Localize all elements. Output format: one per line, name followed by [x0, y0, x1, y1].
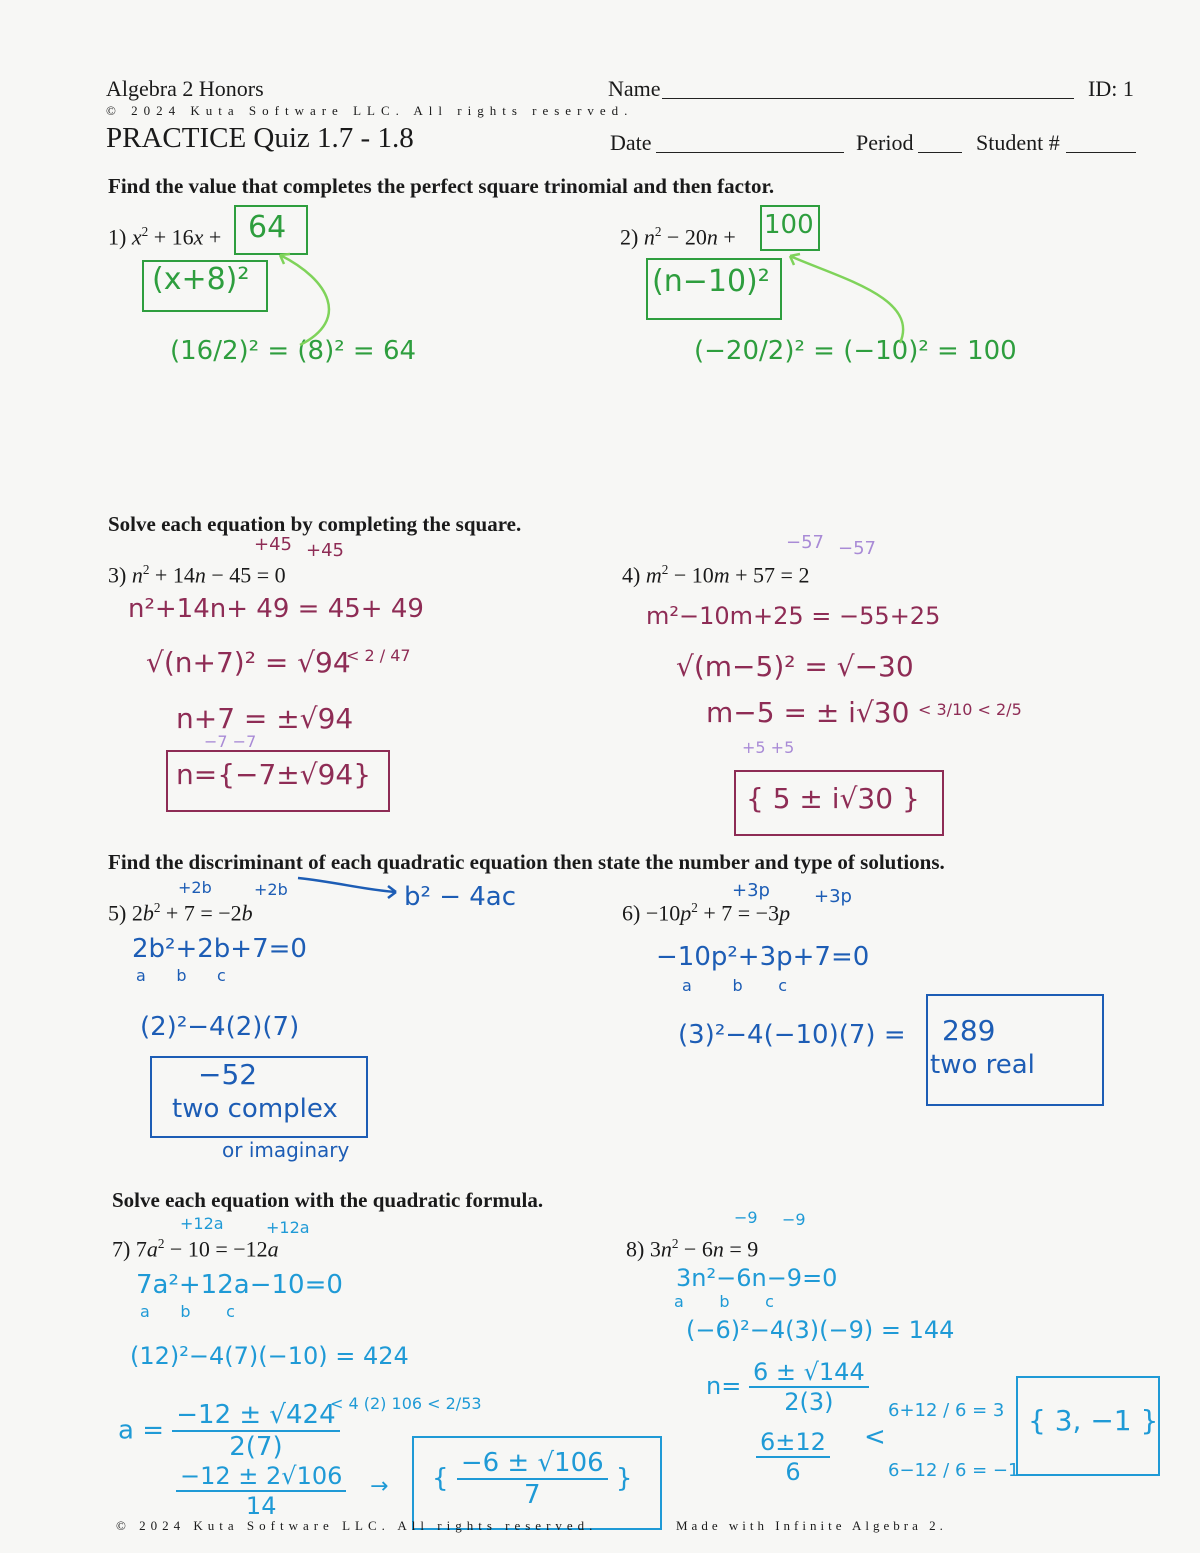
p5-line1: 2b²+2b+7=0 [132, 934, 307, 964]
p3-line3-note: −7 −7 [204, 732, 257, 751]
p7-add-left: +12a [180, 1214, 224, 1233]
p8-add-left: −9 [734, 1208, 758, 1227]
p1-work: (16/2)² = (8)² = 64 [170, 336, 417, 366]
p7-line3-den: 2(7) [229, 1432, 283, 1462]
p5-labels: a b c [136, 966, 226, 985]
name-field[interactable] [662, 98, 1074, 99]
p1-answer: 64 [248, 210, 287, 245]
p8-line1: 3n²−6n−9=0 [676, 1264, 838, 1292]
p3-answer: n={−7±√94} [176, 758, 372, 791]
p6-answer1: 289 [942, 1014, 996, 1047]
p5-add-right: +2b [254, 880, 288, 899]
problem-2: 2) $n^2 - 20n$ + [620, 224, 736, 250]
p4-line3: m−5 = ± i√30 [706, 696, 910, 729]
p4-line3-note: < 3/10 < 2/5 [918, 700, 1022, 719]
p7-line2: (12)²−4(7)(−10) = 424 [130, 1342, 409, 1370]
p7-labels: a b c [140, 1302, 235, 1321]
date-field[interactable] [656, 152, 844, 153]
name-label: Name [608, 76, 661, 101]
p2-work: (−20/2)² = (−10)² = 100 [694, 336, 1017, 366]
problem-8-number: 8) [626, 1236, 645, 1262]
p4-line2: √(m−5)² = √−30 [676, 650, 914, 683]
p4-line1: m²−10m+25 = −55+25 [646, 602, 941, 630]
p1-factored: (x+8)² [152, 262, 250, 297]
p8-answer: { 3, −1 } [1028, 1404, 1159, 1437]
p8-line3-num: 6 ± √144 [749, 1358, 869, 1388]
p3-line2-note: < 2 / 47 [346, 646, 411, 665]
p8-labels: a b c [674, 1292, 774, 1311]
problem-3: 3) $n^2 + 14n - 45 = 0$ [108, 562, 286, 588]
p7-line3-prefix: a = [118, 1415, 164, 1446]
p4-line3-add: +5 +5 [742, 738, 795, 757]
p5-formula: b² − 4ac [404, 882, 517, 912]
p7-arrow-icon: → [370, 1474, 389, 1499]
period-field[interactable] [918, 152, 962, 153]
p3-add-left: +45 [254, 534, 292, 555]
header-copyright: © 2024 Kuta Software LLC. All rights reserved. [106, 103, 634, 118]
p8-line3 [706, 1358, 869, 1416]
p7-line3-note: < 4 (2) 106 < 2/53 [330, 1394, 482, 1413]
p3-line3: n+7 = ±√94 [176, 702, 354, 735]
problem-7-number: 7) [112, 1236, 131, 1262]
date-label: Date [610, 130, 652, 155]
p7-line4-den: 14 [245, 1492, 277, 1520]
p5-line2: (2)²−4(2)(7) [140, 1012, 300, 1042]
problem-3-number: 3) [108, 562, 127, 588]
p3-add-right: +45 [306, 540, 344, 561]
footer-made-with: Made with Infinite Algebra 2. [676, 1518, 947, 1533]
p8-add-right: −9 [782, 1210, 806, 1229]
course-name: Algebra 2 Honors [106, 76, 264, 101]
p3-line2: √(n+7)² = √94 [146, 646, 351, 679]
p8-line3-prefix: n= [706, 1372, 742, 1400]
p5-answer2: two complex [172, 1094, 338, 1124]
p7-answer-den: 7 [523, 1480, 541, 1510]
footer-copyright: © 2024 Kuta Software LLC. All rights reserved. [116, 1518, 598, 1533]
p7-line3-num: −12 ± √424 [172, 1400, 339, 1432]
student-label: Student # [976, 130, 1060, 155]
p2-answer: 100 [764, 210, 814, 240]
problem-7: 7) $7a^2 - 10 = -12a$ [112, 1236, 279, 1262]
p5-add-left: +2b [178, 878, 212, 897]
problem-8: 8) $3n^2 - 6n = 9$ [626, 1236, 759, 1262]
p8-line2: (−6)²−4(3)(−9) = 144 [686, 1316, 955, 1344]
p2-factored: (n−10)² [652, 264, 770, 299]
student-field[interactable] [1066, 152, 1136, 153]
period-label: Period [856, 130, 914, 155]
problem-1: 1) $x^2 + 16x$ + [108, 224, 222, 250]
p5-arrow-icon [296, 872, 406, 902]
p8-root1: 6+12 / 6 = 3 [888, 1400, 1005, 1421]
problem-1-number: 1) [108, 224, 127, 250]
section-4-instructions: Solve each equation with the quadratic formula. [112, 1188, 544, 1212]
p7-line4 [176, 1462, 346, 1520]
p7-add-right: +12a [266, 1218, 310, 1237]
p7-answer-num: −6 ± √106 [457, 1448, 608, 1480]
p6-answer2: two real [930, 1050, 1035, 1080]
p6-line1: −10p²+3p+7=0 [656, 942, 870, 972]
p6-line2: (3)²−4(−10)(7) = [678, 1020, 906, 1050]
problem-5: 5) $2b^2 + 7 = -2b$ [108, 900, 253, 926]
p7-line4-num: −12 ± 2√106 [176, 1462, 346, 1492]
section-1-instructions: Find the value that completes the perfect square trinomial and then factor. [108, 174, 775, 198]
p7-line3 [118, 1400, 340, 1462]
problem-6-number: 6) [622, 900, 641, 926]
p7-answer: { $\frac{-6 \pm √106}{7}$ } [432, 1448, 633, 1510]
p6-add-right: +3p [814, 886, 852, 907]
p2-arrow-icon [770, 248, 920, 348]
p7-line1: 7a²+12a−10=0 [136, 1270, 343, 1300]
p6-labels: a b c [682, 976, 788, 995]
p4-add-right: −57 [838, 538, 876, 559]
p8-line4 [756, 1428, 830, 1486]
p1-arrow-icon [240, 250, 360, 350]
p5-answer1: −52 [198, 1058, 258, 1091]
section-3-instructions: Find the discriminant of each quadratic equation then state the number and type of solutions. [108, 850, 945, 874]
quiz-title: PRACTICE Quiz 1.7 - 1.8 [106, 122, 414, 154]
p4-answer: { 5 ± i√30 } [746, 782, 920, 815]
p4-add-left: −57 [786, 532, 824, 553]
p6-add-left: +3p [732, 880, 770, 901]
p8-line4-num: 6±12 [756, 1428, 830, 1458]
problem-5-number: 5) [108, 900, 127, 926]
id-label: ID: 1 [1088, 76, 1134, 101]
p8-root2: 6−12 / 6 = −1 [888, 1460, 1020, 1481]
p8-bracket-icon: < [864, 1422, 886, 1452]
p3-line1: n²+14n+ 49 = 45+ 49 [128, 594, 424, 624]
problem-6: $6) -10p^2 + 7 = -3p$ [622, 900, 791, 926]
section-2-instructions: Solve each equation by completing the square. [108, 512, 522, 536]
p5-note: or imaginary [222, 1138, 350, 1162]
problem-4-number: 4) [622, 562, 641, 588]
p8-line3-den: 2(3) [784, 1388, 834, 1416]
problem-2-number: 2) [620, 224, 639, 250]
p8-line4-den: 6 [785, 1458, 801, 1486]
problem-4: 4) $m^2 - 10m + 57 = 2$ [622, 562, 810, 588]
